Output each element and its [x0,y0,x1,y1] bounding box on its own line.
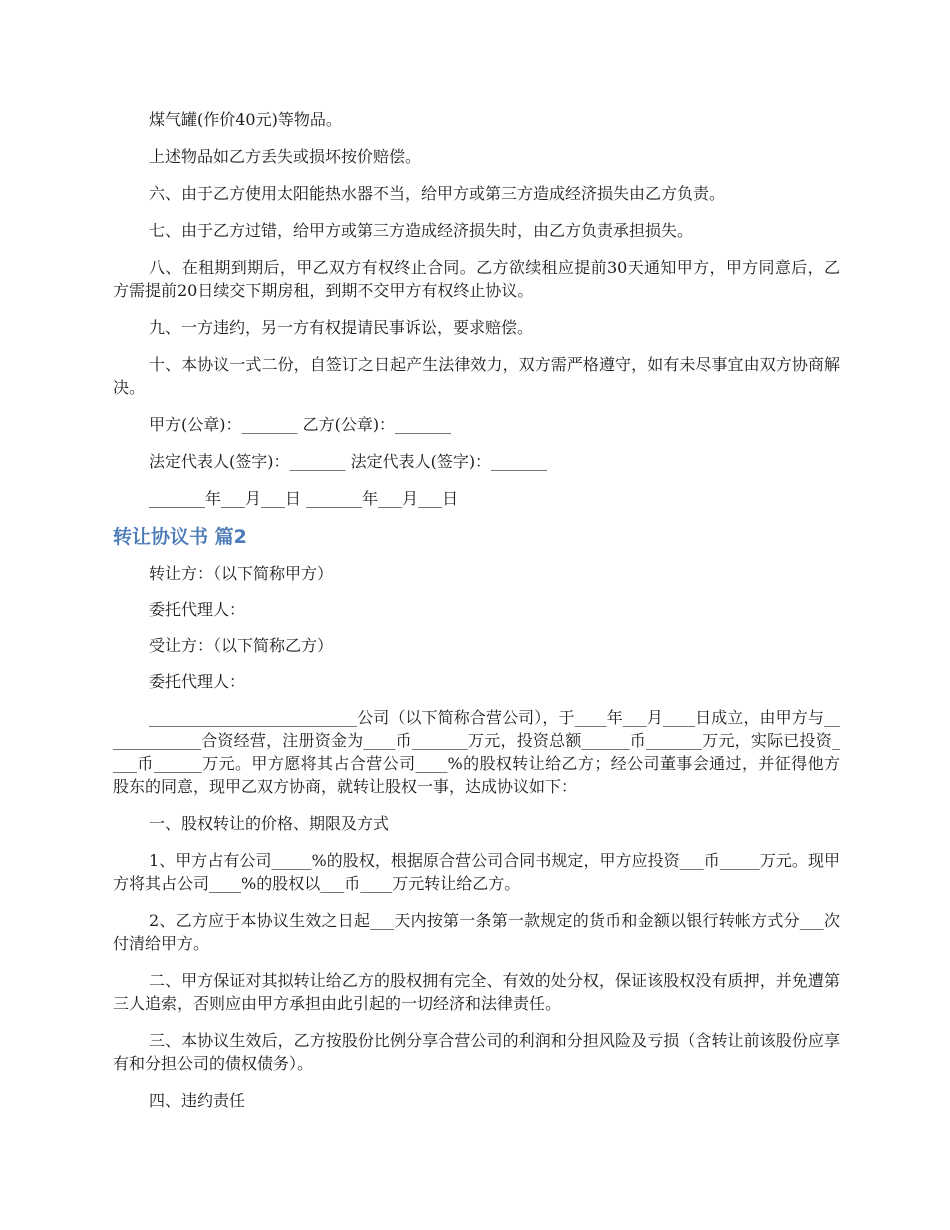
signature-line-seal: 甲方(公章)：_______ 乙方(公章)：_______ [149,415,452,434]
paragraph: 1、甲方占有公司_____%的股权，根据原合营公司合同书规定，甲方应投资___币_____万元。现甲方将其占公司____%的股权以___币____万元转让给乙方。 [113,851,840,893]
signature-line-representative: 法定代表人(签字)：_______ 法定代表人(签字)：_______ [149,452,548,471]
paragraph: 八、在租期到期后，甲乙双方有权终止合同。乙方欲续租应提前30天通知甲方，甲方同意后，乙方需提前20日续交下期房租，到期不交甲方有权终止协议。 [113,258,840,300]
section-heading: 转让协议书 篇2 [113,526,247,548]
signature-line-date: _______年___月___日 _______年___月___日 [149,489,459,508]
paragraph: 三、本协议生效后，乙方按股份比例分享合营公司的利润和分担风险及亏损（含转让前该股份应享有和分担公司的债权债务）。 [113,1031,840,1073]
paragraph: 四、违约责任 [149,1091,246,1110]
paragraph: 十、本协议一式二份，自签订之日起产生法律效力，双方需严格遵守，如有未尽事宜由双方协商解决。 [113,355,840,397]
paragraph: 七、由于乙方过错，给甲方或第三方造成经济损失时，由乙方负责承担损失。 [149,221,694,240]
paragraph: 九、一方违约，另一方有权提请民事诉讼，要求赔偿。 [149,318,534,337]
paragraph: 六、由于乙方使用太阳能热水器不当，给甲方或第三方造成经济损失由乙方负责。 [149,184,726,203]
paragraph: 受让方：（以下简称乙方） [149,636,334,655]
paragraph: __________________________公司（以下简称合营公司），于____年___月____日成立，由甲方与_____________合资经营，注册资金为____币_______万元，投资总额______币_______万元，实际已投资____币______万元。甲方愿将其占合营公司____%的股权转让给乙方；经公司董事会通过，并征得他方股东的同意，现甲乙双方协商，就转让股权一事，达成协议如下： [113,708,840,796]
paragraph: 煤气罐(作价40元)等物品。 [149,110,342,129]
paragraph: 委托代理人： [149,672,246,691]
paragraph: 二、甲方保证对其拟转让给乙方的股权拥有完全、有效的处分权，保证该股权没有质押，并免遭第三人追索，否则应由甲方承担由此引起的一切经济和法律责任。 [113,971,840,1013]
document-body [113,108,840,1126]
paragraph: 一、股权转让的价格、期限及方式 [149,814,390,833]
paragraph: 委托代理人： [149,600,246,619]
paragraph: 2、乙方应于本协议生效之日起___天内按第一条第一款规定的货币和金额以银行转帐方式分___次付清给甲方。 [113,911,840,953]
paragraph: 转让方：（以下简称甲方） [149,564,334,583]
paragraph: 上述物品如乙方丢失或损坏按价赔偿。 [149,147,422,166]
